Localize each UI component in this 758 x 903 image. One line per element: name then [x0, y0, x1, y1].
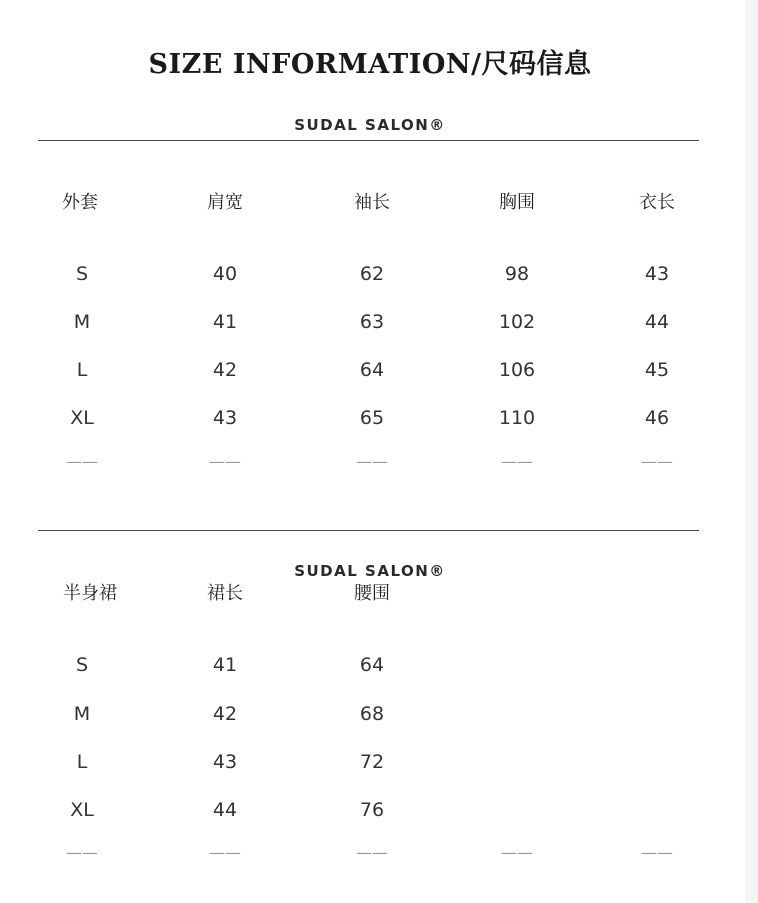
table-cell: 65 — [359, 407, 385, 429]
header-cell: 腰围 — [354, 583, 390, 604]
table-cell: L — [76, 751, 88, 773]
table-cell: 110 — [498, 407, 536, 429]
table-cell: S — [75, 263, 89, 285]
table-cell-empty: —— — [356, 452, 388, 471]
table-cell: M — [73, 311, 91, 333]
page-title: SIZE INFORMATION/尺码信息 — [148, 49, 592, 80]
table-cell: 41 — [212, 654, 238, 676]
table-cell-empty: —— — [209, 452, 241, 471]
table-cell: 40 — [212, 263, 238, 285]
table-cell: 42 — [212, 703, 238, 725]
table-cell-empty: —— — [66, 843, 98, 862]
table-cell: 106 — [498, 359, 536, 381]
table-cell: 62 — [359, 263, 385, 285]
divider-jacket — [38, 140, 699, 141]
table-cell: 43 — [212, 751, 238, 773]
table-cell-empty: —— — [356, 843, 388, 862]
table-cell: 98 — [504, 263, 530, 285]
table-cell-empty: —— — [209, 843, 241, 862]
table-cell: 44 — [212, 799, 238, 821]
header-cell: 半身裙 — [63, 583, 117, 604]
table-cell-empty: —— — [641, 452, 673, 471]
table-cell: 43 — [644, 263, 670, 285]
table-cell-empty: —— — [501, 843, 533, 862]
table-cell: S — [75, 654, 89, 676]
table-cell: 44 — [644, 311, 670, 333]
header-cell: 肩宽 — [207, 192, 243, 213]
table-cell: 42 — [212, 359, 238, 381]
brand-logo-skirt: SUDAL SALON® — [294, 562, 446, 580]
header-cell: 外套 — [62, 192, 98, 213]
divider-skirt — [38, 530, 699, 531]
table-cell-empty: —— — [66, 452, 98, 471]
table-cell: 46 — [644, 407, 670, 429]
table-cell: XL — [70, 407, 94, 429]
header-cell: 袖长 — [354, 192, 390, 213]
table-cell: 45 — [644, 359, 670, 381]
table-cell: 68 — [359, 703, 385, 725]
table-cell: 43 — [212, 407, 238, 429]
table-cell: 64 — [359, 359, 385, 381]
header-cell: 裙长 — [207, 583, 243, 604]
table-cell: 64 — [359, 654, 385, 676]
table-cell-empty: —— — [501, 452, 533, 471]
table-cell: M — [73, 703, 91, 725]
table-cell: 76 — [359, 799, 385, 821]
brand-logo-jacket: SUDAL SALON® — [294, 116, 446, 134]
table-cell: 102 — [498, 311, 536, 333]
table-cell-empty: —— — [641, 843, 673, 862]
table-cell: 41 — [212, 311, 238, 333]
table-cell: L — [76, 359, 88, 381]
page-edge — [745, 0, 758, 903]
table-cell: XL — [70, 799, 94, 821]
header-cell: 胸围 — [499, 192, 535, 213]
table-cell: 63 — [359, 311, 385, 333]
header-cell: 衣长 — [639, 192, 675, 213]
table-cell: 72 — [359, 751, 385, 773]
